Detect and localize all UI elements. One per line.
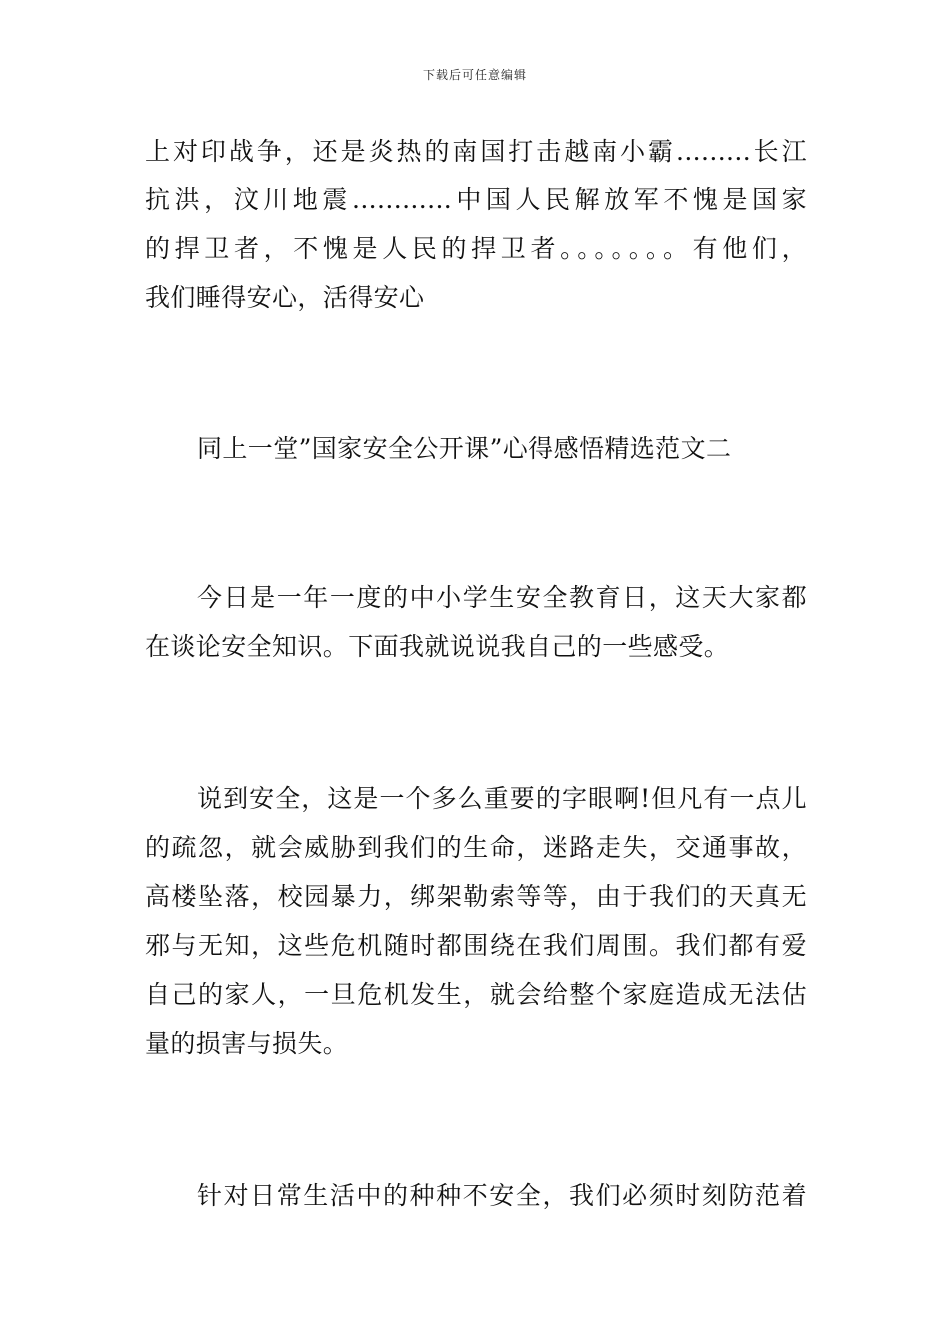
paragraph-1-line-3: 的捍卫者，不愧是人民的捍卫者。。。。。。。有他们， [145, 234, 807, 263]
paragraph-3-line-2: 的疏忽，就会威胁到我们的生命，迷路走失，交通事故， [145, 833, 807, 862]
paragraph-1-line-2: 抗洪，汶川地震............中国人民解放军不愧是国家 [145, 185, 807, 214]
paragraph-4-line-1: 针对日常生活中的种种不安全，我们必须时刻防范着 [197, 1181, 807, 1210]
paragraph-2-line-2: 在谈论安全知识。下面我就说说我自己的一些感受。 [145, 632, 730, 661]
paragraph-3-line-1: 说到安全，这是一个多么重要的字眼啊!但凡有一点儿 [197, 784, 807, 813]
paragraph-2-line-1: 今日是一年一度的中小学生安全教育日，这天大家都 [197, 583, 807, 612]
section-title: 同上一堂”国家安全公开课”心得感悟精选范文二 [197, 434, 732, 463]
paragraph-3-line-6: 量的损害与损失。 [145, 1029, 349, 1058]
page-header: 下载后可任意编辑 [422, 68, 527, 82]
paragraph-3-line-4: 邪与无知，这些危机随时都围绕在我们周围。我们都有爱 [145, 931, 807, 960]
paragraph-3-line-5: 自己的家人，一旦危机发生，就会给整个家庭造成无法估 [145, 980, 807, 1009]
paragraph-1-line-1: 上对印战争，还是炎热的南国打击越南小霸.........长江 [145, 137, 807, 166]
paragraph-3-line-3: 高楼坠落，校园暴力，绑架勒索等等，由于我们的天真无 [145, 882, 807, 911]
paragraph-1-line-4: 我们睡得安心，活得安心 [145, 283, 425, 312]
